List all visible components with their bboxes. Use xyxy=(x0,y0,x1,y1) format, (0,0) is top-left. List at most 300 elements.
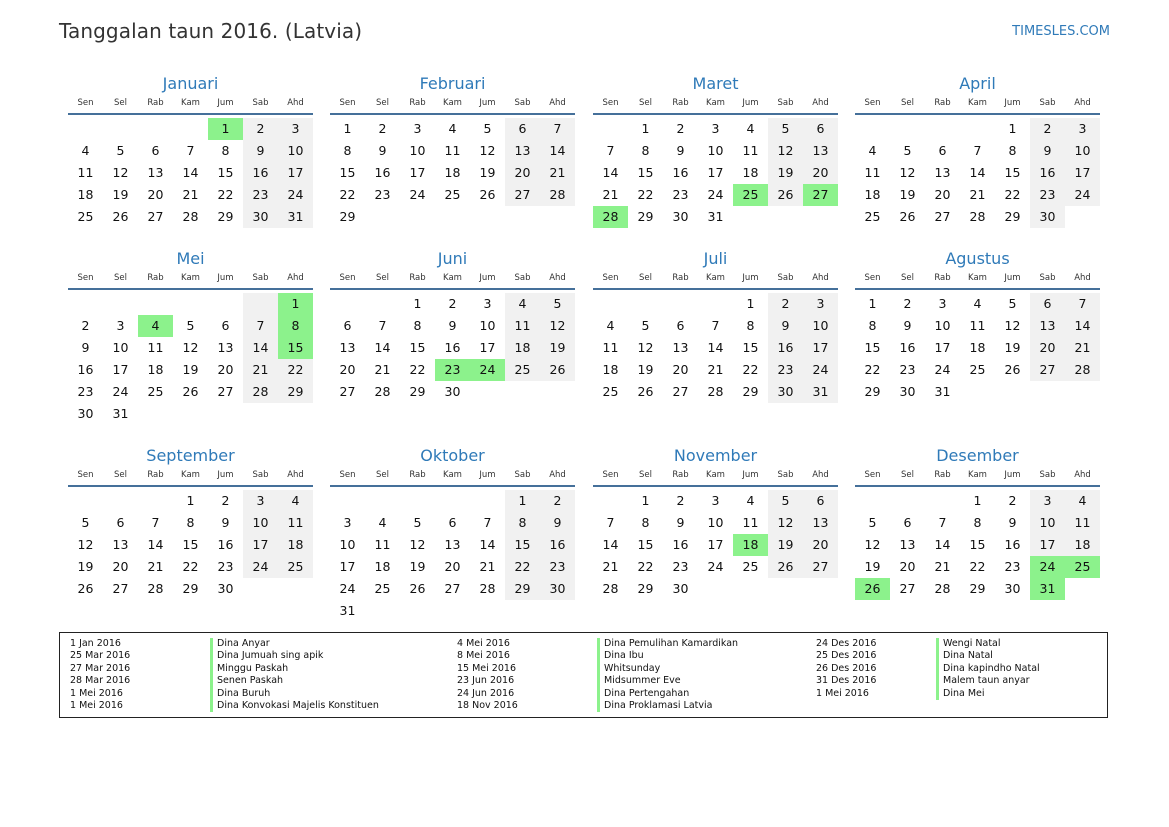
holiday-day-cell: 31 xyxy=(1030,578,1065,600)
day-cell: 26 xyxy=(479,187,496,202)
weekday-header xyxy=(68,270,313,290)
weekday-header xyxy=(593,467,838,487)
day-cell: 28 xyxy=(479,581,496,596)
weekday-label: Kam xyxy=(706,98,725,108)
day-cell: 2 xyxy=(221,493,230,508)
legend-date: 24 Des 2016 xyxy=(816,638,877,649)
day-cell: 1 xyxy=(641,493,650,508)
day-cell: 11 xyxy=(505,315,540,337)
empty-cell xyxy=(103,490,138,512)
legend-names-col-1 xyxy=(210,638,379,712)
day-cell: 17 xyxy=(707,537,724,552)
legend-name: Senen Paskah xyxy=(217,675,284,687)
day-cell: 29 xyxy=(278,381,313,403)
day-cell: 15 xyxy=(637,165,654,180)
weekday-label: Sab xyxy=(1039,98,1056,108)
day-cell: 5 xyxy=(483,121,492,136)
day-cell: 21 xyxy=(602,559,619,574)
day-cell: 27 xyxy=(147,209,164,224)
month-name: Februari xyxy=(419,74,486,93)
day-cell: 15 xyxy=(505,534,540,556)
day-cell: 30 xyxy=(217,581,234,596)
day-cell: 6 xyxy=(448,515,457,530)
month-agustus xyxy=(855,248,1100,403)
day-cell: 3 xyxy=(1030,490,1065,512)
day-cell: 11 xyxy=(374,537,391,552)
weekday-label: Rab xyxy=(934,98,951,108)
weekday-label: Sen xyxy=(602,98,619,108)
weekday-label: Sel xyxy=(114,273,127,283)
day-cell: 1 xyxy=(413,296,422,311)
legend-name: Midsummer Eve xyxy=(604,675,681,687)
day-cell: 10 xyxy=(934,318,951,333)
day-cell: 8 xyxy=(641,143,650,158)
day-cell: 30 xyxy=(1030,206,1065,228)
day-cell: 14 xyxy=(374,340,391,355)
day-cell: 8 xyxy=(641,515,650,530)
day-cell: 4 xyxy=(505,293,540,315)
empty-cell xyxy=(470,490,505,512)
day-cell: 12 xyxy=(182,340,199,355)
holiday-day-cell: 1 xyxy=(208,118,243,140)
day-cell: 22 xyxy=(1004,187,1021,202)
day-cell: 13 xyxy=(803,140,838,162)
day-cell: 30 xyxy=(1004,581,1021,596)
day-cell: 10 xyxy=(339,537,356,552)
day-cell: 17 xyxy=(339,559,356,574)
day-cell: 10 xyxy=(409,143,426,158)
empty-cell xyxy=(593,118,628,140)
weekday-label: Sel xyxy=(114,470,127,480)
day-cell: 27 xyxy=(339,384,356,399)
day-cell: 12 xyxy=(899,165,916,180)
weekday-header xyxy=(68,95,313,115)
day-cell: 20 xyxy=(934,187,951,202)
day-cell: 5 xyxy=(413,515,422,530)
day-cell: 21 xyxy=(540,162,575,184)
day-cell: 20 xyxy=(444,559,461,574)
legend-name: Dina Konvokasi Majelis Konstituen xyxy=(217,700,379,712)
day-cell: 27 xyxy=(505,184,540,206)
day-cell: 29 xyxy=(1004,209,1021,224)
weekday-label: Ahd xyxy=(1074,98,1091,108)
day-cell: 12 xyxy=(112,165,129,180)
day-cell: 7 xyxy=(151,515,160,530)
weekday-label: Sen xyxy=(602,470,619,480)
weekday-label: Kam xyxy=(706,273,725,283)
day-cell: 24 xyxy=(278,184,313,206)
weekday-label: Rab xyxy=(672,273,689,283)
day-cell: 19 xyxy=(540,337,575,359)
day-cell: 12 xyxy=(637,340,654,355)
weekday-label: Jum xyxy=(217,273,234,283)
weekday-label: Jum xyxy=(217,98,234,108)
weekday-label: Sen xyxy=(864,273,881,283)
day-grid xyxy=(593,290,838,403)
day-cell: 14 xyxy=(147,537,164,552)
holiday-day-cell: 25 xyxy=(1065,556,1100,578)
day-cell: 30 xyxy=(444,384,461,399)
weekday-header xyxy=(855,95,1100,115)
day-cell: 17 xyxy=(1065,162,1100,184)
day-cell: 8 xyxy=(868,318,877,333)
day-cell: 20 xyxy=(803,162,838,184)
day-cell: 22 xyxy=(278,359,313,381)
day-cell: 15 xyxy=(637,537,654,552)
empty-cell xyxy=(890,490,925,512)
day-cell: 2 xyxy=(1008,493,1017,508)
empty-cell xyxy=(435,490,470,512)
weekday-label: Jum xyxy=(1004,273,1021,283)
day-cell: 7 xyxy=(378,318,387,333)
day-cell: 20 xyxy=(217,362,234,377)
month-april xyxy=(855,73,1100,228)
day-cell: 8 xyxy=(1008,143,1017,158)
day-cell: 30 xyxy=(672,209,689,224)
day-cell: 27 xyxy=(934,209,951,224)
empty-cell xyxy=(243,293,278,315)
legend-name: Malem taun anyar xyxy=(943,675,1030,687)
holiday-day-cell: 15 xyxy=(278,337,313,359)
day-grid xyxy=(855,115,1100,228)
day-cell: 13 xyxy=(217,340,234,355)
holiday-day-cell: 23 xyxy=(435,359,470,381)
day-cell: 24 xyxy=(112,384,129,399)
empty-cell xyxy=(855,118,890,140)
day-cell: 16 xyxy=(243,162,278,184)
empty-cell xyxy=(855,490,890,512)
day-cell: 5 xyxy=(116,143,125,158)
day-cell: 15 xyxy=(339,165,356,180)
day-cell: 18 xyxy=(1065,534,1100,556)
day-cell: 6 xyxy=(505,118,540,140)
day-cell: 23 xyxy=(243,184,278,206)
empty-cell xyxy=(208,293,243,315)
weekday-label: Sab xyxy=(1039,470,1056,480)
day-cell: 21 xyxy=(707,362,724,377)
day-cell: 22 xyxy=(339,187,356,202)
day-cell: 3 xyxy=(413,121,422,136)
day-cell: 13 xyxy=(934,165,951,180)
day-cell: 10 xyxy=(1065,140,1100,162)
legend-name: Dina Jumuah sing apik xyxy=(217,650,324,662)
day-cell: 1 xyxy=(746,296,755,311)
month-name: November xyxy=(673,446,758,465)
day-cell: 29 xyxy=(969,581,986,596)
weekday-header xyxy=(593,270,838,290)
day-cell: 16 xyxy=(672,165,689,180)
day-cell: 29 xyxy=(409,384,426,399)
weekday-label: Sel xyxy=(639,470,652,480)
day-cell: 13 xyxy=(112,537,129,552)
day-cell: 23 xyxy=(77,384,94,399)
legend-name: Dina Pertengahan xyxy=(604,687,690,699)
month-name: Oktober xyxy=(420,446,485,465)
day-cell: 11 xyxy=(444,143,461,158)
empty-cell xyxy=(925,490,960,512)
day-cell: 22 xyxy=(182,559,199,574)
day-cell: 19 xyxy=(864,559,881,574)
month-januari xyxy=(68,73,313,228)
day-cell: 22 xyxy=(637,559,654,574)
day-cell: 27 xyxy=(672,384,689,399)
day-cell: 23 xyxy=(540,556,575,578)
day-cell: 6 xyxy=(938,143,947,158)
day-cell: 25 xyxy=(969,362,986,377)
day-cell: 3 xyxy=(278,118,313,140)
weekday-label: Jum xyxy=(742,470,759,480)
day-cell: 24 xyxy=(803,359,838,381)
day-cell: 31 xyxy=(278,206,313,228)
day-cell: 25 xyxy=(864,209,881,224)
day-cell: 1 xyxy=(186,493,195,508)
day-cell: 16 xyxy=(374,165,391,180)
day-cell: 16 xyxy=(217,537,234,552)
weekday-label: Sen xyxy=(864,98,881,108)
day-cell: 28 xyxy=(182,209,199,224)
day-grid xyxy=(330,487,575,622)
weekday-label: Kam xyxy=(443,273,462,283)
day-cell: 9 xyxy=(903,318,912,333)
month-name: Juni xyxy=(437,249,468,268)
day-cell: 15 xyxy=(864,340,881,355)
day-cell: 10 xyxy=(1030,512,1065,534)
empty-cell xyxy=(138,118,173,140)
day-cell: 28 xyxy=(1065,359,1100,381)
day-cell: 1 xyxy=(1008,121,1017,136)
day-cell: 28 xyxy=(540,184,575,206)
month-name: Desember xyxy=(936,446,1019,465)
day-cell: 30 xyxy=(540,578,575,600)
legend-date: 28 Mar 2016 xyxy=(70,675,131,687)
weekday-label: Sen xyxy=(77,273,94,283)
weekday-label: Jum xyxy=(1004,470,1021,480)
legend-date: 31 Des 2016 xyxy=(816,675,877,687)
day-cell: 26 xyxy=(77,581,94,596)
day-cell: 20 xyxy=(1030,337,1065,359)
month-name: Juli xyxy=(703,249,728,268)
day-cell: 18 xyxy=(374,559,391,574)
day-cell: 3 xyxy=(343,515,352,530)
weekday-label: Rab xyxy=(934,470,951,480)
day-cell: 3 xyxy=(243,490,278,512)
day-cell: 15 xyxy=(217,165,234,180)
month-september xyxy=(68,445,313,600)
page-title: Tanggalan taun 2016. (Latvia) xyxy=(59,19,363,43)
holiday-day-cell: 28 xyxy=(593,206,628,228)
empty-cell xyxy=(365,490,400,512)
day-cell: 9 xyxy=(81,340,90,355)
day-cell: 2 xyxy=(81,318,90,333)
day-cell: 27 xyxy=(899,581,916,596)
weekday-label: Sab xyxy=(252,273,269,283)
day-cell: 3 xyxy=(711,493,720,508)
day-cell: 19 xyxy=(768,162,803,184)
day-cell: 21 xyxy=(602,187,619,202)
legend-dates-col-2 xyxy=(457,638,518,712)
day-cell: 16 xyxy=(768,337,803,359)
empty-cell xyxy=(330,293,365,315)
day-cell: 4 xyxy=(378,515,387,530)
day-cell: 21 xyxy=(969,187,986,202)
weekday-label: Sen xyxy=(602,273,619,283)
weekday-label: Rab xyxy=(934,273,951,283)
weekday-label: Ahd xyxy=(287,470,304,480)
day-cell: 26 xyxy=(768,184,803,206)
weekday-label: Jum xyxy=(1004,98,1021,108)
weekday-label: Rab xyxy=(147,470,164,480)
day-cell: 29 xyxy=(339,209,356,224)
day-cell: 22 xyxy=(742,362,759,377)
weekday-label: Sen xyxy=(864,470,881,480)
weekday-label: Jum xyxy=(479,273,496,283)
day-cell: 8 xyxy=(505,512,540,534)
day-cell: 25 xyxy=(374,581,391,596)
day-cell: 14 xyxy=(602,165,619,180)
site-link[interactable]: TIMESLES.COM xyxy=(1012,24,1110,39)
legend-date: 8 Mei 2016 xyxy=(457,650,510,662)
weekday-label: Kam xyxy=(181,98,200,108)
weekday-label: Kam xyxy=(968,470,987,480)
day-cell: 11 xyxy=(1065,512,1100,534)
day-cell: 5 xyxy=(768,490,803,512)
weekday-label: Ahd xyxy=(549,470,566,480)
day-cell: 11 xyxy=(742,515,759,530)
day-cell: 2 xyxy=(676,121,685,136)
weekday-label: Jum xyxy=(479,98,496,108)
day-cell: 10 xyxy=(707,143,724,158)
day-cell: 13 xyxy=(147,165,164,180)
month-juni xyxy=(330,248,575,403)
day-cell: 5 xyxy=(186,318,195,333)
day-cell: 19 xyxy=(479,165,496,180)
day-cell: 8 xyxy=(186,515,195,530)
month-november xyxy=(593,445,838,600)
legend-name: Whitsunday xyxy=(604,662,661,674)
day-cell: 1 xyxy=(973,493,982,508)
day-cell: 14 xyxy=(182,165,199,180)
day-cell: 24 xyxy=(934,362,951,377)
day-cell: 12 xyxy=(77,537,94,552)
day-cell: 19 xyxy=(112,187,129,202)
day-cell: 18 xyxy=(602,362,619,377)
day-cell: 25 xyxy=(602,384,619,399)
day-cell: 18 xyxy=(278,534,313,556)
day-cell: 26 xyxy=(1004,362,1021,377)
holiday-day-cell: 8 xyxy=(278,315,313,337)
legend-date: 1 Mei 2016 xyxy=(70,687,123,699)
day-cell: 14 xyxy=(602,537,619,552)
day-grid xyxy=(330,115,575,228)
day-cell: 3 xyxy=(483,296,492,311)
day-cell: 9 xyxy=(768,315,803,337)
day-cell: 16 xyxy=(540,534,575,556)
weekday-label: Ahd xyxy=(812,273,829,283)
day-cell: 23 xyxy=(217,559,234,574)
day-cell: 14 xyxy=(479,537,496,552)
legend-name: Dina kapindho Natal xyxy=(943,662,1040,674)
day-cell: 26 xyxy=(768,556,803,578)
day-cell: 31 xyxy=(803,381,838,403)
day-cell: 7 xyxy=(973,143,982,158)
day-cell: 1 xyxy=(868,296,877,311)
day-cell: 25 xyxy=(505,359,540,381)
day-cell: 19 xyxy=(899,187,916,202)
day-cell: 12 xyxy=(479,143,496,158)
day-cell: 21 xyxy=(479,559,496,574)
day-cell: 8 xyxy=(221,143,230,158)
day-cell: 18 xyxy=(444,165,461,180)
weekday-label: Sab xyxy=(777,273,794,283)
day-cell: 28 xyxy=(707,384,724,399)
empty-cell xyxy=(365,293,400,315)
legend-date: 1 Jan 2016 xyxy=(70,638,121,649)
legend-name: Minggu Paskah xyxy=(217,662,289,674)
day-cell: 13 xyxy=(899,537,916,552)
weekday-label: Kam xyxy=(968,273,987,283)
day-cell: 24 xyxy=(707,559,724,574)
holiday-day-cell: 25 xyxy=(733,184,768,206)
day-cell: 14 xyxy=(540,140,575,162)
day-cell: 15 xyxy=(969,537,986,552)
month-name: Agustus xyxy=(945,249,1010,268)
day-cell: 9 xyxy=(676,515,685,530)
day-cell: 17 xyxy=(112,362,129,377)
day-cell: 22 xyxy=(969,559,986,574)
day-grid xyxy=(855,290,1100,403)
empty-cell xyxy=(330,490,365,512)
legend-date: 25 Mar 2016 xyxy=(70,650,131,662)
day-cell: 3 xyxy=(711,121,720,136)
month-maret xyxy=(593,73,838,228)
legend-date: 1 Mei 2016 xyxy=(816,687,869,699)
day-cell: 21 xyxy=(243,359,278,381)
day-cell: 7 xyxy=(606,143,615,158)
day-cell: 23 xyxy=(1004,559,1021,574)
day-cell: 19 xyxy=(768,534,803,556)
legend-date: 26 Des 2016 xyxy=(816,662,877,674)
weekday-label: Rab xyxy=(672,470,689,480)
day-cell: 9 xyxy=(1030,140,1065,162)
weekday-header xyxy=(330,467,575,487)
day-cell: 18 xyxy=(505,337,540,359)
month-juli xyxy=(593,248,838,403)
legend-dates-col-3 xyxy=(816,638,876,700)
day-cell: 5 xyxy=(540,293,575,315)
legend-date: 25 Des 2016 xyxy=(816,650,877,662)
day-cell: 4 xyxy=(1065,490,1100,512)
day-cell: 6 xyxy=(151,143,160,158)
day-cell: 7 xyxy=(1065,293,1100,315)
weekday-label: Ahd xyxy=(287,273,304,283)
day-cell: 23 xyxy=(768,359,803,381)
day-cell: 17 xyxy=(707,165,724,180)
day-cell: 24 xyxy=(707,187,724,202)
day-cell: 24 xyxy=(339,581,356,596)
day-cell: 6 xyxy=(803,118,838,140)
day-cell: 11 xyxy=(77,165,94,180)
day-cell: 15 xyxy=(1004,165,1021,180)
weekday-label: Sen xyxy=(77,470,94,480)
day-cell: 6 xyxy=(1030,293,1065,315)
holiday-day-cell: 27 xyxy=(803,184,838,206)
day-cell: 7 xyxy=(186,143,195,158)
day-cell: 27 xyxy=(803,556,838,578)
empty-cell xyxy=(925,118,960,140)
day-cell: 13 xyxy=(672,340,689,355)
day-cell: 2 xyxy=(448,296,457,311)
day-cell: 1 xyxy=(641,121,650,136)
